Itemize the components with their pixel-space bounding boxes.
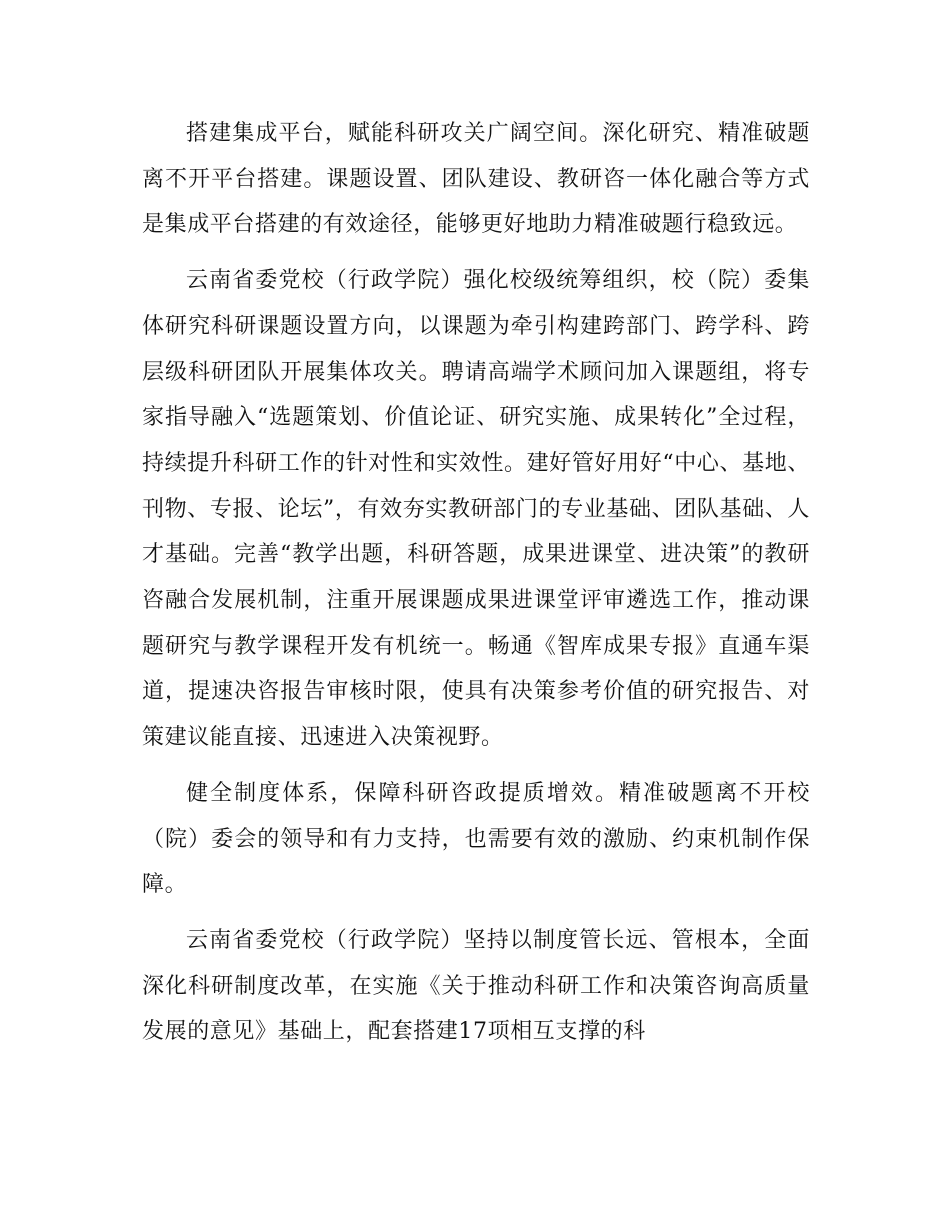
- paragraph-system-detail: 云南省委党校（行政学院）坚持以制度管长远、管根本，全面深化科研制度改革，在实施《关于推动科研工作和决策咨询高质量发展的意见》基础上，配套搭建17项相互支撑的科: [142, 927, 810, 1045]
- paragraph-platform-heading: 搭建集成平台，赋能科研攻关广阔空间。深化研究、精准破题离不开平台搭建。课题设置、团队建设、教研咨一体化融合等方式是集成平台搭建的有效途径，能够更好地助力精准破题行稳致远。: [142, 121, 810, 238]
- paragraph-platform-detail: 云南省委党校（行政学院）强化校级统筹组织，校（院）委集体研究科研课题设置方向，以课题为牵引构建跨部门、跨学科、跨层级科研团队开展集体攻关。聘请高端学术顾问加入课题组，将专家指导融入“选题策划、价值论证、研究实施、成果转化”全过程，持续提升科研工作的针对性和实效性。建好管好用好“中心、基地、刊物、专报、论坛”，有效夯实教研部门的专业基础、团队基础、人才基础。完善“教学出题，科研答题，成果进课堂、进决策”的教研咨融合发展机制，注重开展课题成果进课堂评审遴选工作，推动课题研究与教学课程开发有机统一。畅通《智库成果专报》直通车渠道，提速决咨报告审核时限，使具有决策参考价值的研究报告、对策建议能直接、迅速进入决策视野。: [142, 268, 810, 751]
- paragraph-system-heading: 健全制度体系，保障科研咨政提质增效。精准破题离不开校（院）委会的领导和有力支持，也需要有效的激励、约束机制作保障。: [142, 780, 810, 898]
- document-page: [142, 111, 810, 1065]
